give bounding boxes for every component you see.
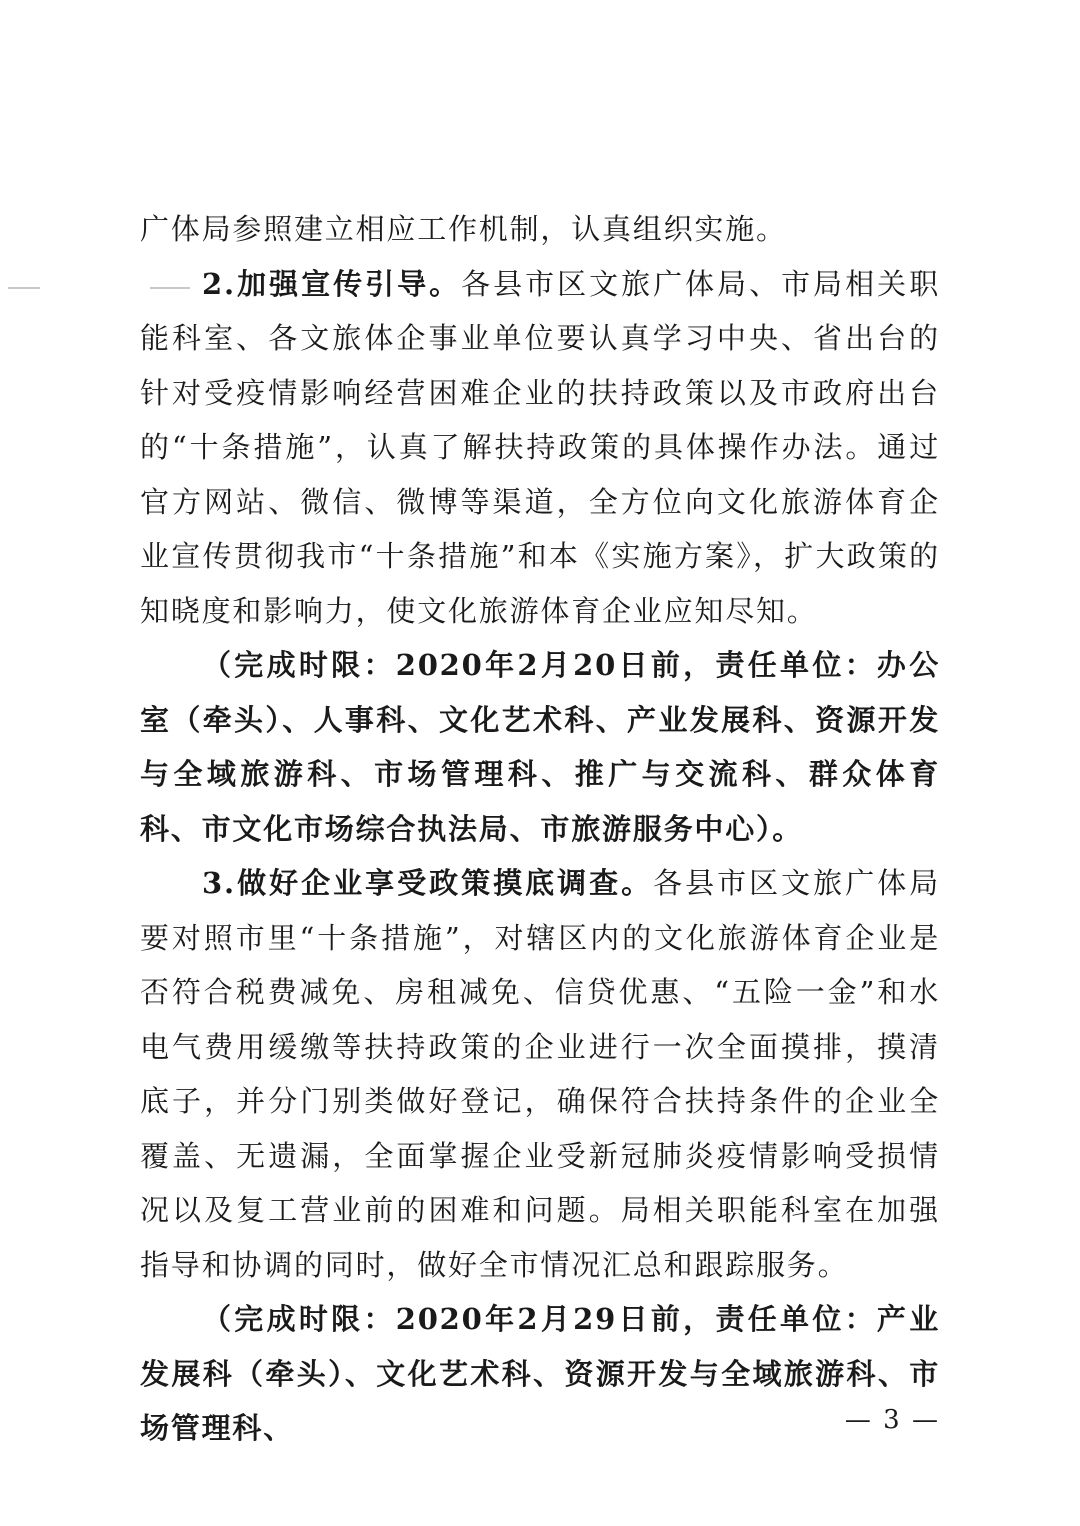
paragraph-text: （完成时限：2020年2月29日前，责任单位：产业发展科（牵头）、文化艺术科、资源开发与全域旅游科、市场管理科、 [140,1302,940,1445]
paragraph [140,856,940,1292]
scan-mark [8,287,40,289]
deadline-note [140,638,940,856]
paragraph-text: （完成时限：2020年2月20日前，责任单位：办公室（牵头）、人事科、文化艺术科、产业发展科、资源开发与全域旅游科、市场管理科、推广与交流科、群众体育科、市文化市场综合执法局、市旅游服务中心）。 [140,648,940,846]
paragraph-text: 各县市区文旅广体局、市局相关职能科室、各文旅体企事业单位要认真学习中央、省出台的针对受疫情影响经营困难企业的扶持政策以及市政府出台的“十条措施”，认真了解扶持政策的具体操作办法。通过官方网站、微信、微博等渠道，全方位向文化旅游体育企业宣传贯彻我市“十条措施”和本《实施方案》，扩大政策的知晓度和影响力，使文化旅游体育企业应知尽知。 [140,266,940,628]
deadline-note [140,1292,940,1456]
paragraph [140,257,940,639]
section-heading: 3.做好企业享受政策摸底调查。 [202,866,654,900]
paragraph-text: 各县市区文旅广体局要对照市里“十条措施”，对辖区内的文化旅游体育企业是否符合税费减免、房租减免、信贷优惠、“五险一金”和水电气费用缓缴等扶持政策的企业进行一次全面摸排，摸清底子，并分门别类做好登记，确保符合扶持条件的企业全覆盖、无遗漏，全面掌握企业受新冠肺炎疫情影响受损情况以及复工营业前的困难和问题。局相关职能科室在加强指导和协调的同时，做好全市情况汇总和跟踪服务。 [140,866,940,1282]
section-heading: 2.加强宣传引导。 [202,266,462,301]
paragraph-text: 广体局参照建立相应工作机制，认真组织实施。 [140,212,787,246]
paragraph [140,202,940,257]
page-number: — 3 — [844,1405,940,1435]
document-body [140,202,940,1456]
